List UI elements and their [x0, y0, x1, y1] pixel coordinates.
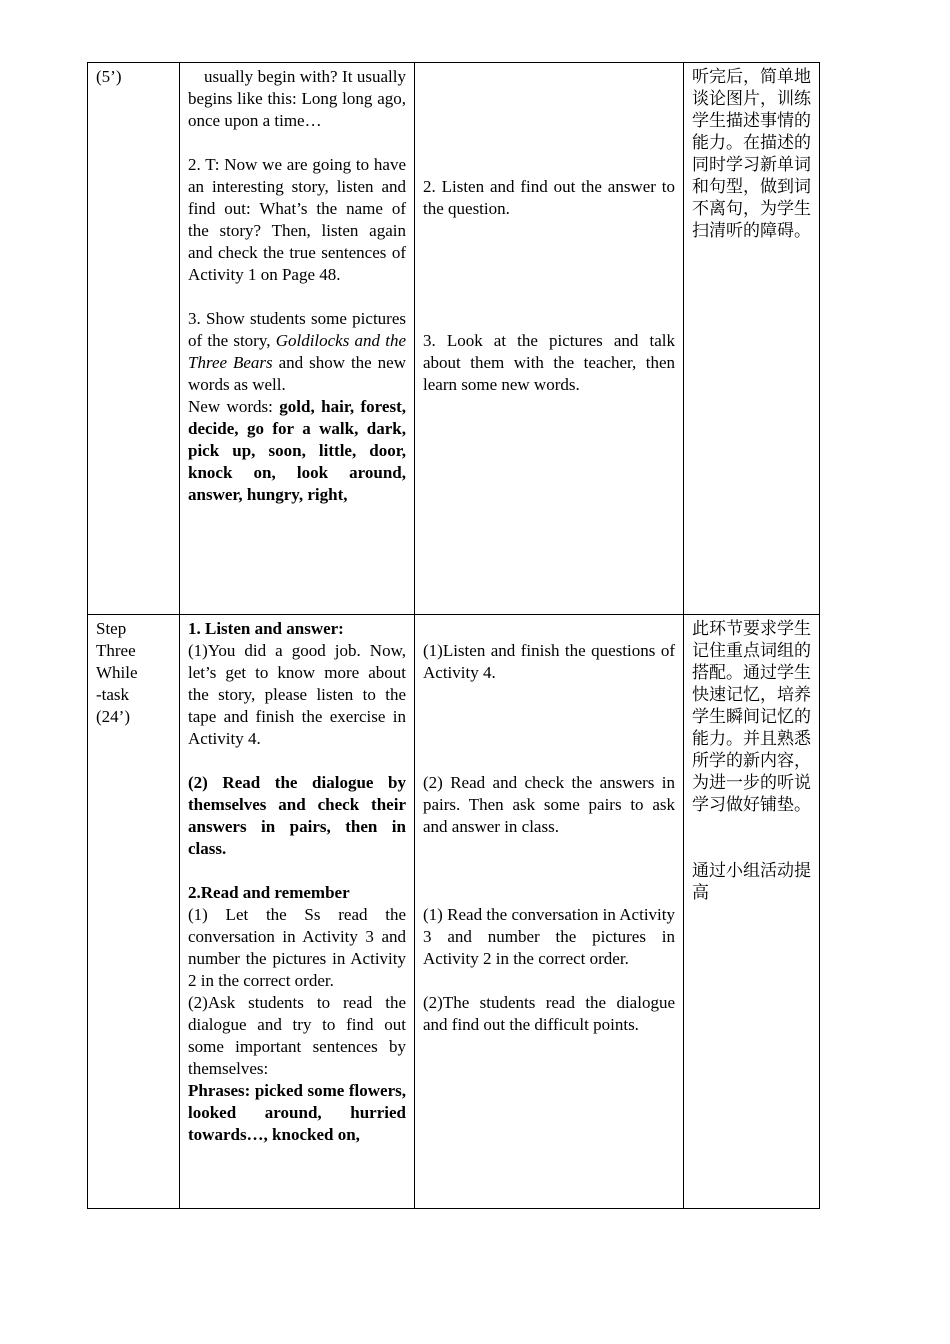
teacher-paragraph: (2) Read the dialogue by themselves and check their answers in pairs, then in class. — [188, 773, 406, 858]
section-heading: 2.Read and remember — [188, 883, 350, 902]
teacher-paragraph: usually begin with? It usually begins like this: Long long ago, once upon a time… — [188, 67, 406, 130]
step-label-line: Three — [96, 641, 136, 660]
student-activity-cell — [415, 615, 684, 1209]
teacher-paragraph: (2)Ask students to read the dialogue and try to find out some important sentences by themselves: — [188, 993, 406, 1078]
step-label-line: -task — [96, 685, 130, 704]
step-label-line: (24’) — [96, 707, 130, 726]
purpose-cell — [684, 63, 820, 615]
time-cell — [88, 63, 180, 615]
student-paragraph: (2) Read and check the answers in pairs. Then ask some pairs to ask and answer in class. — [423, 773, 675, 836]
new-words-paragraph — [188, 396, 406, 506]
teacher-activity-cell — [180, 63, 415, 615]
student-paragraph: 3. Look at the pictures and talk about them with the teacher, then learn some new words. — [423, 331, 675, 394]
step-time: (5’) — [96, 67, 122, 86]
purpose-text: 此环节要求学生记住重点词组的搭配。通过学生快速记忆，培养学生瞬间记忆的能力。并且熟悉所学的新内容， 为进一步的听说学习做好铺垫。 — [692, 619, 811, 815]
purpose-cell — [684, 615, 820, 1209]
lesson-plan-table — [87, 62, 820, 1209]
teacher-paragraph: 2. T: Now we are going to have an interesting story, listen and find out: What’s the name of the story? Then, listen again and check the true sentences of Activity 1 on Page 48. — [188, 155, 406, 284]
student-paragraph: 2. Listen and find out the answer to the question. — [423, 177, 675, 218]
phrases-paragraph: Phrases: picked some flowers, looked around, hurried towards…, knocked on, — [188, 1081, 406, 1144]
section-heading: 1. Listen and answer: — [188, 619, 344, 638]
new-words-list: gold, hair, forest, decide, go for a walk, dark, pick up, soon, little, door, knock on, look around, answer, hungry, right, — [188, 397, 406, 504]
table-row — [88, 615, 820, 1209]
step-cell — [88, 615, 180, 1209]
teacher-activity-cell — [180, 615, 415, 1209]
teacher-paragraph: (1) Let the Ss read the conversation in Activity 3 and number the pictures in Activity 2 in the correct order. — [188, 905, 406, 990]
student-activity-cell — [415, 63, 684, 615]
student-paragraph: (1)Listen and finish the questions of Activity 4. — [423, 641, 675, 682]
purpose-text: 通过小组活动提高 — [692, 861, 811, 903]
student-paragraph: (1) Read the conversation in Activity 3 and number the pictures in Activity 2 in the correct order. — [423, 905, 675, 968]
step-label-line: While — [96, 663, 138, 682]
teacher-paragraph: (1)You did a good job. Now, let’s get to know more about the story, please listen to the tape and finish the exercise in Activity 4. — [188, 641, 406, 748]
student-paragraph: (2)The students read the dialogue and find out the difficult points. — [423, 993, 675, 1034]
teacher-text: and show the new words as well. — [188, 353, 406, 394]
purpose-text: 听完后，简单地谈论图片，训练学生描述事情的能力。在描述的同时学习新单词和句型，做到词不离句，为学生扫清听的障碍。 — [692, 67, 811, 241]
teacher-text: 3. Show students some pictures of the story, — [188, 309, 406, 350]
teacher-paragraph — [188, 308, 406, 396]
new-words-label: New words: — [188, 397, 273, 416]
table-row — [88, 63, 820, 615]
step-label-line: Step — [96, 619, 127, 638]
story-title: Goldilocks and the Three Bears — [188, 331, 407, 372]
